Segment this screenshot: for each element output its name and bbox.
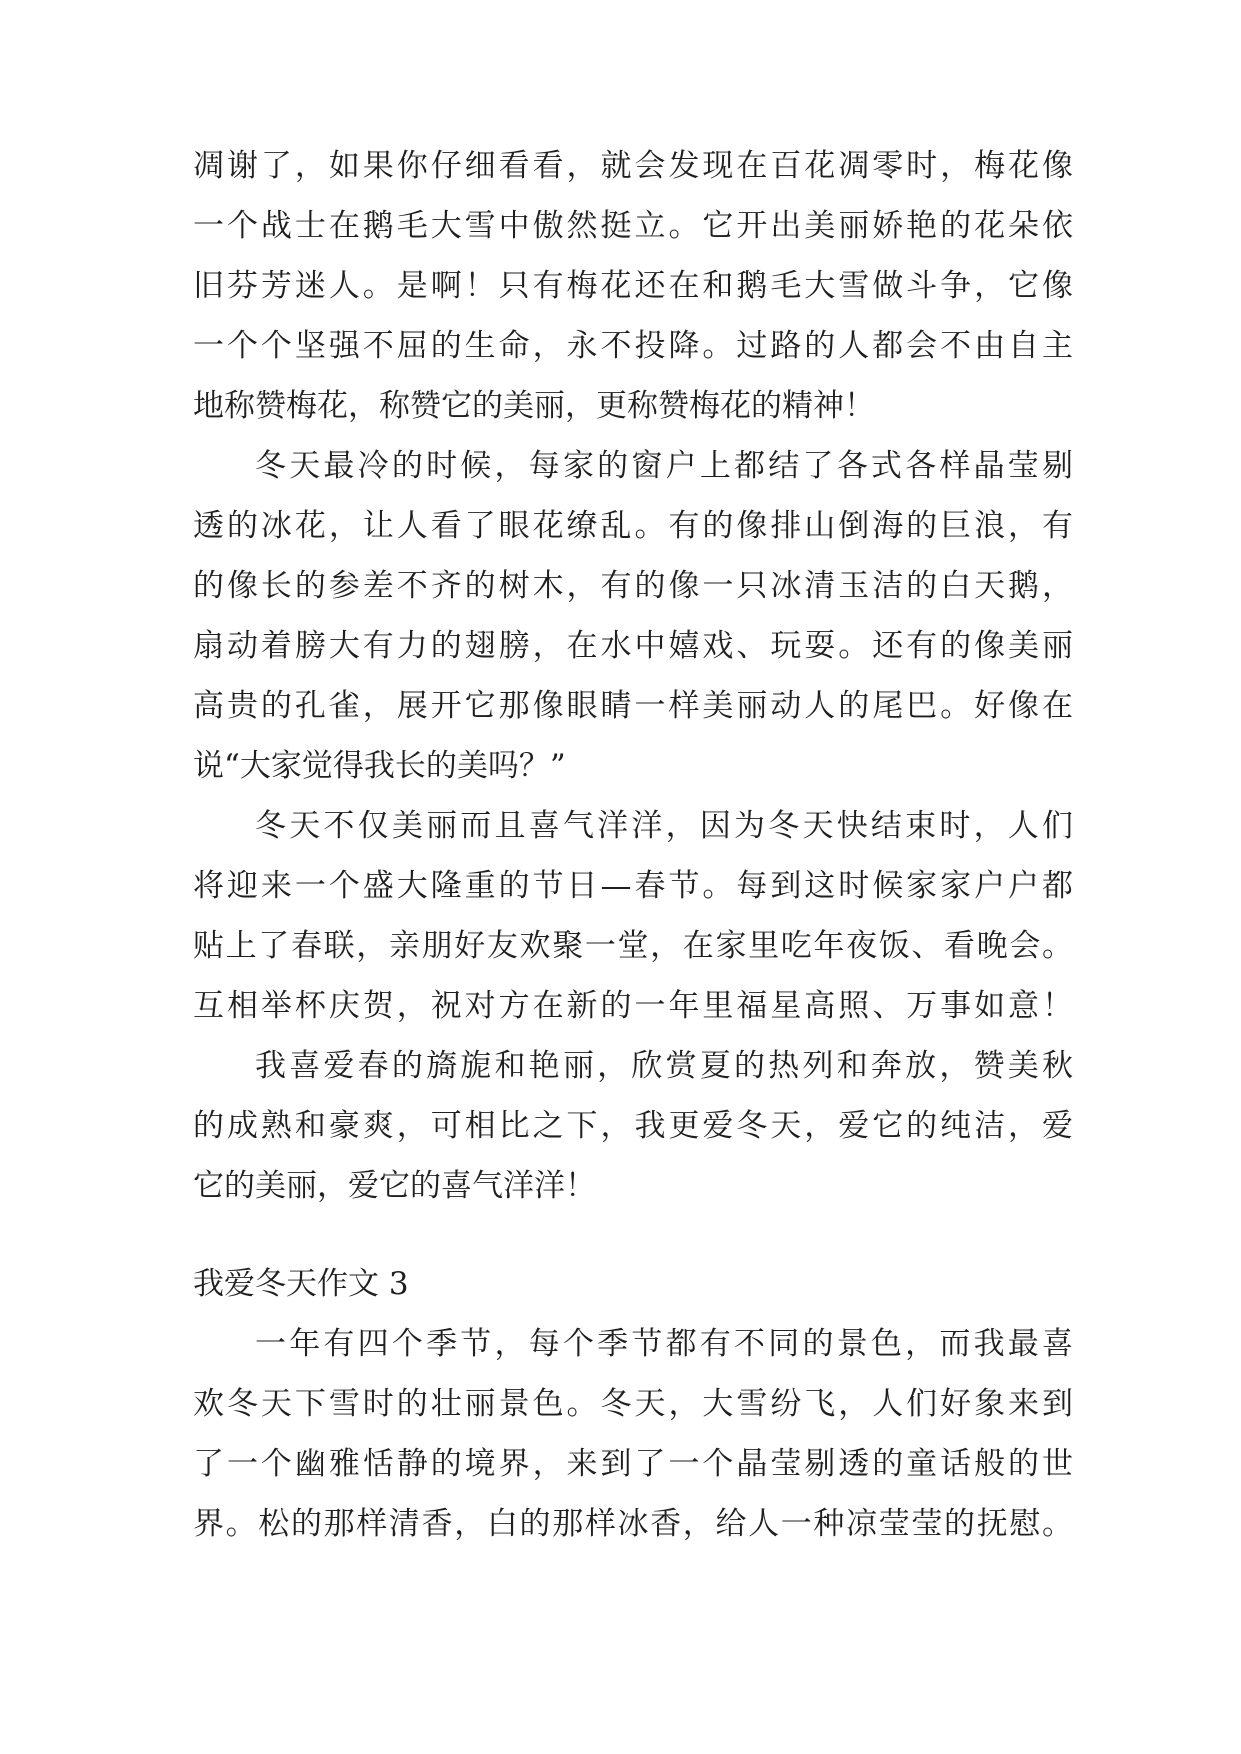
text-line: 的像长的参差不齐的树木，有的像一只冰清玉洁的白天鹅， [193,568,1073,604]
text-line: 高贵的孔雀，展开它那像眼睛一样美丽动人的尾巴。好像在 [193,688,1073,724]
text-line: 透的冰花，让人看了眼花缭乱。有的像排山倒海的巨浪，有 [193,508,1073,544]
text-line: 界。松的那样清香，白的那样冰香，给人一种凉莹莹的抚慰。 [193,1506,1073,1542]
text-line: 凋谢了，如果你仔细看看，就会发现在百花凋零时，梅花像 [193,148,1073,184]
section-title: 我爱冬天作文 3 [193,1266,409,1302]
text-line: 了一个幽雅恬静的境界，来到了一个晶莹剔透的童话般的世 [193,1446,1073,1482]
text-line: 冬天不仅美丽而且喜气洋洋，因为冬天快结束时，人们 [255,808,1073,844]
text-line: 地称赞梅花，称赞它的美丽，更称赞梅花的精神！ [193,388,875,424]
essay-body [193,136,1073,1216]
paragraph [193,1036,1073,1216]
paragraph [193,436,1073,796]
text-line: 旧芬芳迷人。是啊！只有梅花还在和鹅毛大雪做斗争，它像 [193,268,1073,304]
paragraph [193,1314,1073,1554]
section [193,1254,1073,1554]
paragraph [193,136,1073,436]
text-line: 它的美丽，爱它的喜气洋洋！ [193,1168,596,1204]
text-line: 一个个坚强不屈的生命，永不投降。过路的人都会不由自主 [193,328,1073,364]
text-line: 贴上了春联，亲朋好友欢聚一堂，在家里吃年夜饭、看晚会。 [193,928,1073,964]
text-line: 说“大家觉得我长的美吗？” [193,748,566,784]
text-line: 我喜爱春的旖旎和艳丽，欣赏夏的热列和奔放，赞美秋 [255,1048,1073,1084]
text-line: 一年有四个季节，每个季节都有不同的景色，而我最喜 [255,1326,1073,1362]
text-line: 一个战士在鹅毛大雪中傲然挺立。它开出美丽娇艳的花朵依 [193,208,1073,244]
text-line: 互相举杯庆贺，祝对方在新的一年里福星高照、万事如意！ [193,988,1073,1024]
text-line: 冬天最冷的时候，每家的窗户上都结了各式各样晶莹剔 [255,448,1073,484]
paragraph [193,796,1073,1036]
text-line: 扇动着膀大有力的翅膀，在水中嬉戏、玩耍。还有的像美丽 [193,628,1073,664]
text-line: 的成熟和豪爽，可相比之下，我更爱冬天，爱它的纯洁，爱 [193,1108,1073,1144]
text-line: 将迎来一个盛大隆重的节日—春节。每到这时候家家户户都 [193,868,1073,904]
text-line: 欢冬天下雪时的壮丽景色。冬天，大雪纷飞，人们好象来到 [193,1386,1073,1422]
